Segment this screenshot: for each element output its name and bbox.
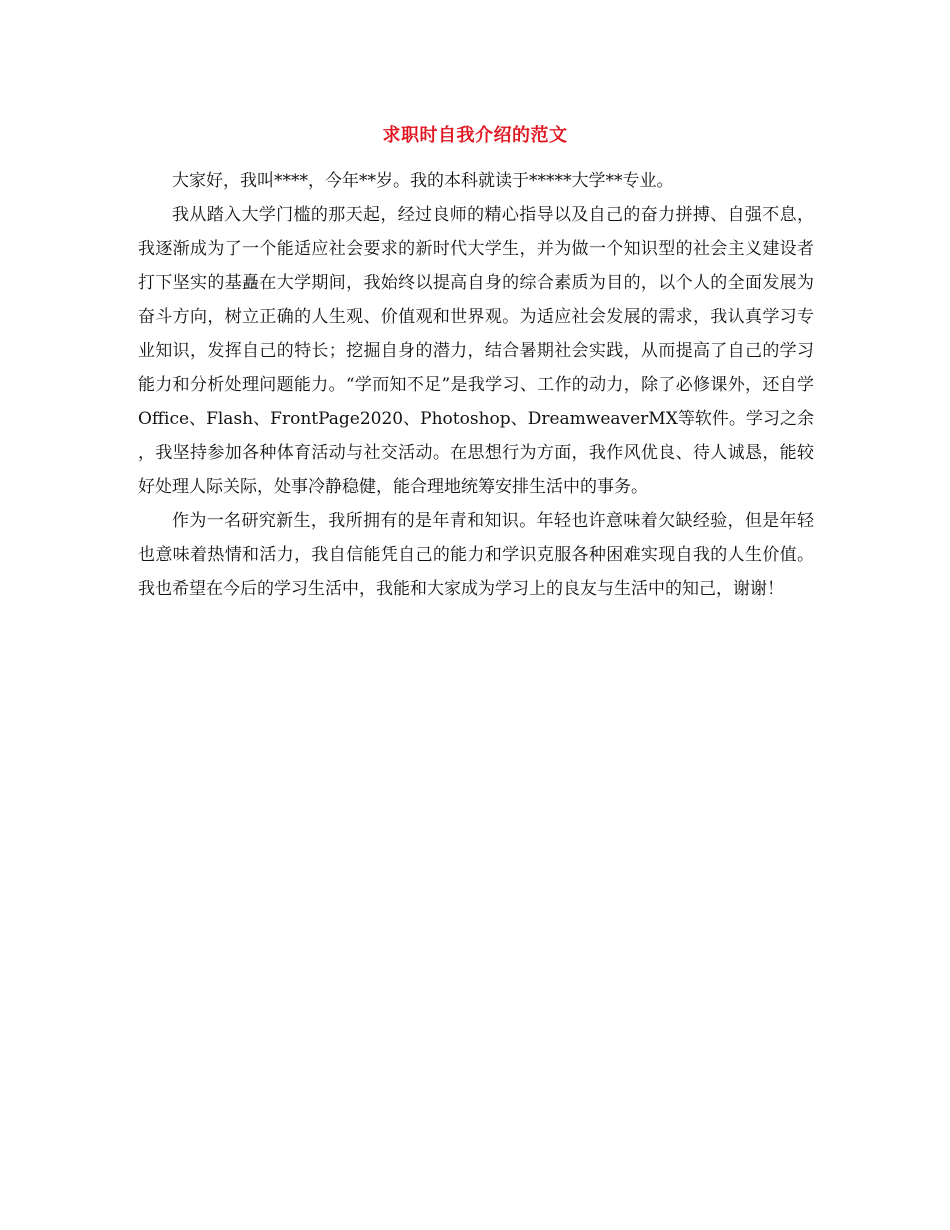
paragraph-intro: 大家好，我叫****，今年**岁。我的本科就读于*****大学**专业。 — [172, 171, 674, 191]
paragraph-university-experience: 我从踏入大学门槛的那天起，经过良师的精心指导以及自己的奋力拼搏、自强不息，我逐渐成为了一个能适应社会要求的新时代大学生，并为做一个知识型的社会主义建设者打下坚实的基矗在大学期间，我始终以提高自身的综合素质为目的，以个人的全面发展为奋斗方向，树立正确的人生观、价值观和世界观。为适应社会发展的需求，我认真学习专业知识，发挥自己的特长；挖掘自身的潜力，结合暑期社会实践，从而提高了自己的学习能力和分析处理问题能力。“学而知不足”是我学习、工作的动力，除了必修课外，还自学Office、Flash、FrontPage2020、Photoshop、DreamweaverMX等软件。学习之余，我坚持参加各种体育活动与社交活动。在思想行为方面，我作风优良、待人诚恳，能较好处理人际关际，处事冷静稳健，能合理地统筹安排生活中的事务。 — [138, 205, 814, 497]
document-title: 求职时自我介绍的范文 — [382, 125, 568, 146]
paragraph-closing: 作为一名研究新生，我所拥有的是年青和知识。年轻也许意味着欠缺经验，但是年轻也意味着热情和活力，我自信能凭自己的能力和学识克服各种困难实现自我的人生价值。 我也希望在今后的学习生活中，我能和大家成为学习上的良友与生活中的知己，谢谢！ — [138, 511, 814, 599]
document-body — [138, 164, 814, 606]
